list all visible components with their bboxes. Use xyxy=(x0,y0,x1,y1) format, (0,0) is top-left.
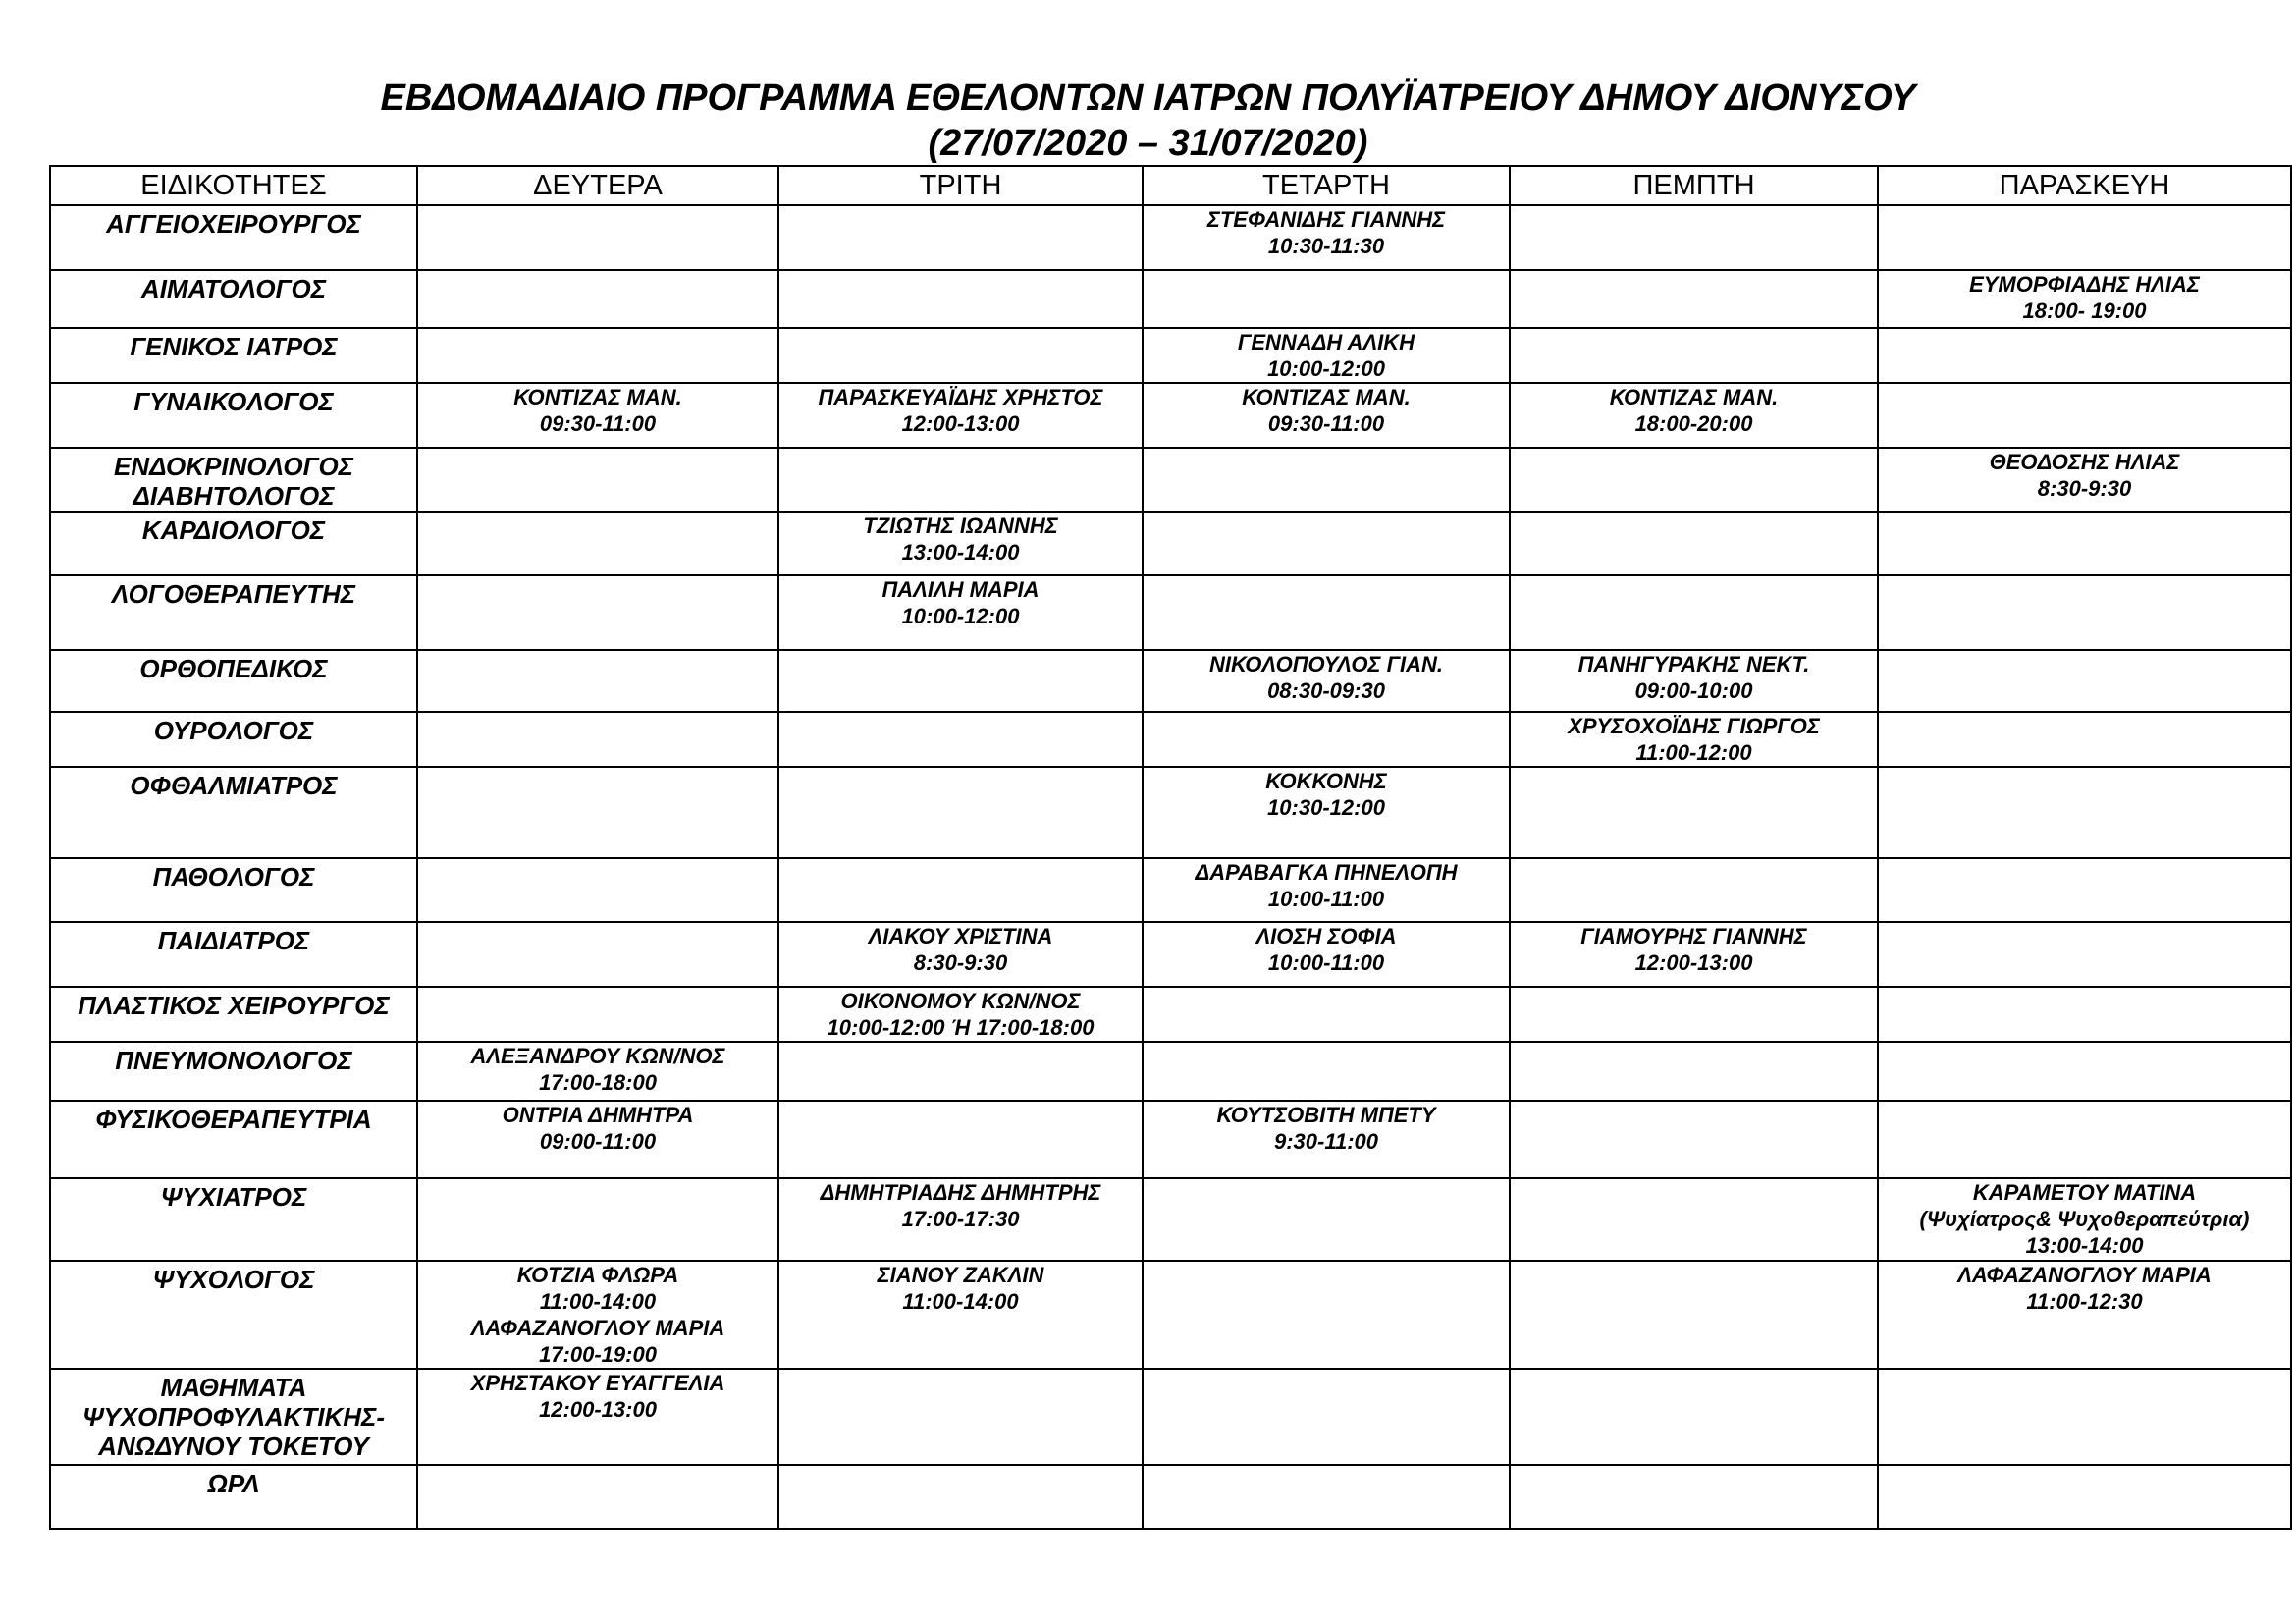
specialty-label: ΓΥΝΑΙΚΟΛΟΓΟΣ xyxy=(133,387,334,416)
schedule-cell-wednesday xyxy=(1143,922,1510,987)
schedule-entry-line: 11:00-14:00 xyxy=(902,1289,1019,1314)
schedule-cell-tuesday xyxy=(778,922,1143,987)
schedule-entry-line: 8:30-9:30 xyxy=(2037,476,2132,501)
specialty-label: ΓΕΝΙΚΟΣ ΙΑΤΡΟΣ xyxy=(130,332,338,361)
specialty-cell xyxy=(50,987,417,1042)
specialty-label: ΔΙΑΒΗΤΟΛΟΓΟΣ xyxy=(133,481,335,511)
table-row xyxy=(50,270,2291,328)
schedule-cell-thursday xyxy=(1510,1178,1878,1261)
schedule-cell-wednesday xyxy=(1143,650,1510,712)
schedule-cell-friday xyxy=(1878,922,2291,987)
table-row xyxy=(50,205,2291,270)
table-row xyxy=(50,1369,2291,1465)
specialty-cell xyxy=(50,512,417,575)
specialty-label: ΨΥΧΙΑΤΡΟΣ xyxy=(160,1182,307,1212)
schedule-cell-friday xyxy=(1878,1042,2291,1101)
schedule-entry-line: 13:00-14:00 xyxy=(2025,1233,2144,1258)
schedule-cell-friday xyxy=(1878,512,2291,575)
schedule-cell-thursday xyxy=(1510,650,1878,712)
schedule-cell-wednesday xyxy=(1143,575,1510,650)
schedule-cell-tuesday xyxy=(778,205,1143,270)
specialty-cell xyxy=(50,383,417,448)
schedule-entry-line: ΣΙΑΝΟΥ ΖΑΚΛΙΝ xyxy=(877,1263,1044,1287)
schedule-entry-line: 09:30-11:00 xyxy=(539,411,657,436)
schedule-cell-tuesday xyxy=(778,1101,1143,1178)
specialty-label: ΕΝΔΟΚΡΙΝΟΛΟΓΟΣ xyxy=(113,452,354,481)
schedule-cell-monday xyxy=(417,1101,778,1178)
schedule-cell-thursday xyxy=(1510,922,1878,987)
schedule-cell-wednesday xyxy=(1143,712,1510,767)
schedule-cell-tuesday xyxy=(778,1042,1143,1101)
schedule-cell-monday xyxy=(417,383,778,448)
schedule-cell-tuesday xyxy=(778,1465,1143,1529)
schedule-cell-monday xyxy=(417,712,778,767)
table-row xyxy=(50,767,2291,858)
specialty-cell xyxy=(50,575,417,650)
schedule-cell-monday xyxy=(417,1465,778,1529)
schedule-cell-thursday xyxy=(1510,1465,1878,1529)
schedule-cell-monday xyxy=(417,1178,778,1261)
specialty-cell xyxy=(50,767,417,858)
schedule-entry-line: 10:00-11:00 xyxy=(1267,887,1385,911)
schedule-cell-wednesday xyxy=(1143,448,1510,512)
schedule-cell-tuesday xyxy=(778,448,1143,512)
schedule-cell-monday xyxy=(417,448,778,512)
schedule-cell-wednesday xyxy=(1143,328,1510,383)
schedule-entry-line: ΝΙΚΟΛΟΠΟΥΛΟΣ ΓΙΑΝ. xyxy=(1208,652,1444,677)
schedule-cell-tuesday xyxy=(778,575,1143,650)
schedule-cell-monday xyxy=(417,270,778,328)
schedule-entry-line: (Ψυχίατρος& Ψυχοθεραπεύτρια) xyxy=(1919,1207,2250,1231)
specialty-label: ΦΥΣΙΚΟΘΕΡΑΠΕΥΤΡΙΑ xyxy=(95,1105,372,1134)
schedule-entry-line: ΚΟΤΖΙΑ ΦΛΩΡΑ xyxy=(516,1263,679,1287)
schedule-entry-line: ΠΑΛΙΛΗ ΜΑΡΙΑ xyxy=(881,577,1040,602)
specialty-cell xyxy=(50,858,417,922)
schedule-cell-tuesday xyxy=(778,1178,1143,1261)
schedule-entry-line: ΛΑΦΑΖΑΝΟΓΛΟΥ ΜΑΡΙΑ xyxy=(470,1316,725,1340)
specialty-cell xyxy=(50,922,417,987)
schedule-cell-wednesday xyxy=(1143,270,1510,328)
specialty-cell xyxy=(50,1261,417,1369)
schedule-cell-tuesday xyxy=(778,767,1143,858)
table-row xyxy=(50,575,2291,650)
schedule-entry-line: 18:00- 19:00 xyxy=(2022,298,2147,323)
schedule-cell-friday xyxy=(1878,448,2291,512)
specialty-cell xyxy=(50,1042,417,1101)
schedule-entry-line: ΚΟΝΤΙΖΑΣ ΜΑΝ. xyxy=(1609,385,1779,409)
schedule-entry-line: ΚΟΝΤΙΖΑΣ ΜΑΝ. xyxy=(1242,385,1411,409)
schedule-cell-wednesday xyxy=(1143,1465,1510,1529)
schedule-cell-friday xyxy=(1878,270,2291,328)
schedule-cell-friday xyxy=(1878,575,2291,650)
table-row xyxy=(50,448,2291,512)
schedule-cell-friday xyxy=(1878,1101,2291,1178)
schedule-cell-friday xyxy=(1878,205,2291,270)
schedule-entry-line: 17:00-17:30 xyxy=(901,1207,1020,1231)
specialty-label: ΠΝΕΥΜΟΝΟΛΟΓΟΣ xyxy=(115,1046,352,1075)
schedule-cell-tuesday xyxy=(778,512,1143,575)
specialty-label: ΠΑΘΟΛΟΓΟΣ xyxy=(152,862,315,892)
schedule-cell-thursday xyxy=(1510,1369,1878,1465)
schedule-cell-monday xyxy=(417,767,778,858)
schedule-cell-thursday xyxy=(1510,987,1878,1042)
schedule-entry-line: 09:30-11:00 xyxy=(1267,411,1385,436)
schedule-cell-monday xyxy=(417,575,778,650)
schedule-cell-tuesday xyxy=(778,712,1143,767)
schedule-entry-line: 13:00-14:00 xyxy=(901,540,1020,565)
schedule-entry-line: ΑΛΕΞΑΝΔΡΟΥ ΚΩΝ/ΝΟΣ xyxy=(470,1044,725,1068)
schedule-entry-line: 10:30-12:00 xyxy=(1267,795,1385,820)
schedule-cell-thursday xyxy=(1510,448,1878,512)
schedule-entry-line: ΟΙΚΟΝΟΜΟΥ ΚΩΝ/ΝΟΣ xyxy=(840,989,1081,1013)
table-row xyxy=(50,1261,2291,1369)
schedule-entry-line: ΠΑΡΑΣΚΕΥΑΪΔΗΣ ΧΡΗΣΤΟΣ xyxy=(818,385,1103,409)
schedule-entry-line: ΓΙΑΜΟΥΡΗΣ ΓΙΑΝΝΗΣ xyxy=(1580,924,1807,948)
schedule-cell-wednesday xyxy=(1143,383,1510,448)
schedule-cell-wednesday xyxy=(1143,858,1510,922)
schedule-entry-line: 11:00-14:00 xyxy=(539,1289,657,1314)
schedule-cell-monday xyxy=(417,858,778,922)
specialty-cell xyxy=(50,650,417,712)
schedule-table xyxy=(49,165,2292,1530)
schedule-cell-wednesday xyxy=(1143,1261,1510,1369)
schedule-cell-monday xyxy=(417,1042,778,1101)
schedule-cell-monday xyxy=(417,987,778,1042)
schedule-cell-thursday xyxy=(1510,205,1878,270)
schedule-entry-line: ΚΟΥΤΣΟΒΙΤΗ ΜΠΕΤΥ xyxy=(1216,1103,1436,1127)
specialty-label: ΩΡΛ xyxy=(207,1469,260,1498)
schedule-entry-line: 9:30-11:00 xyxy=(1274,1129,1378,1154)
schedule-cell-wednesday xyxy=(1143,205,1510,270)
specialty-label: ΠΑΙΔΙΑΤΡΟΣ xyxy=(157,926,310,955)
schedule-cell-wednesday xyxy=(1143,1101,1510,1178)
specialty-cell xyxy=(50,1465,417,1529)
schedule-entry-line: 10:30-11:30 xyxy=(1267,234,1385,258)
specialty-cell xyxy=(50,1369,417,1465)
schedule-entry-line: ΟΝΤΡΙΑ ΔΗΜΗΤΡΑ xyxy=(502,1103,694,1127)
table-row xyxy=(50,512,2291,575)
table-row xyxy=(50,922,2291,987)
schedule-cell-wednesday xyxy=(1143,1178,1510,1261)
schedule-entry-line: ΔΗΜΗΤΡΙΑΔΗΣ ΔΗΜΗΤΡΗΣ xyxy=(820,1180,1101,1205)
specialty-label: ΑΓΓΕΙΟΧΕΙΡΟΥΡΓΟΣ xyxy=(106,209,361,239)
specialty-label: ΚΑΡΔΙΟΛΟΓΟΣ xyxy=(141,515,326,545)
schedule-cell-thursday xyxy=(1510,1261,1878,1369)
schedule-cell-tuesday xyxy=(778,1261,1143,1369)
schedule-entry-line: ΠΑΝΗΓΥΡΑΚΗΣ ΝΕΚΤ. xyxy=(1577,652,1810,677)
schedule-cell-friday xyxy=(1878,1465,2291,1529)
schedule-cell-wednesday xyxy=(1143,767,1510,858)
table-row xyxy=(50,383,2291,448)
specialty-cell xyxy=(50,270,417,328)
schedule-entry-line: 17:00-18:00 xyxy=(539,1070,657,1095)
schedule-cell-thursday xyxy=(1510,383,1878,448)
schedule-cell-friday xyxy=(1878,1178,2291,1261)
schedule-entry-line: 08:30-09:30 xyxy=(1267,678,1385,703)
schedule-entry-line: 10:00-12:00 xyxy=(901,604,1020,628)
schedule-cell-tuesday xyxy=(778,987,1143,1042)
schedule-cell-friday xyxy=(1878,712,2291,767)
schedule-cell-monday xyxy=(417,512,778,575)
column-header-specialties: ΕΙΔΙΚΟΤΗΤΕΣ xyxy=(50,166,417,205)
schedule-entry-line: 12:00-13:00 xyxy=(901,411,1020,436)
schedule-entry-line: 11:00-12:30 xyxy=(2026,1289,2143,1314)
schedule-cell-thursday xyxy=(1510,1042,1878,1101)
table-row xyxy=(50,1042,2291,1101)
schedule-entry-line: ΧΡΗΣΤΑΚΟΥ ΕΥΑΓΓΕΛΙΑ xyxy=(470,1371,725,1395)
schedule-entry-line: ΛΙΟΣΗ ΣΟΦΙΑ xyxy=(1255,924,1397,948)
specialty-cell xyxy=(50,1178,417,1261)
schedule-entry-line: 10:00-12:00 xyxy=(1267,356,1385,381)
schedule-cell-wednesday xyxy=(1143,1042,1510,1101)
specialty-label: ΟΡΘΟΠΕΔΙΚΟΣ xyxy=(139,654,328,683)
schedule-cell-monday xyxy=(417,650,778,712)
specialty-label: ΟΦΘΑΛΜΙΑΤΡΟΣ xyxy=(130,771,338,800)
schedule-cell-thursday xyxy=(1510,328,1878,383)
table-row xyxy=(50,712,2291,767)
specialty-cell xyxy=(50,328,417,383)
table-row xyxy=(50,328,2291,383)
schedule-entry-line: ΕΥΜΟΡΦΙΑΔΗΣ ΗΛΙΑΣ xyxy=(1969,272,2200,297)
schedule-entry-line: ΓΕΝΝΑΔΗ ΑΛΙΚΗ xyxy=(1237,330,1415,354)
specialty-label: ΜΑΘΗΜΑΤΑ xyxy=(160,1373,307,1402)
schedule-entry-line: ΚΑΡΑΜΕΤΟΥ ΜΑΤΙΝΑ xyxy=(1972,1180,2197,1205)
column-header-monday: ΔΕΥΤΕΡΑ xyxy=(417,166,778,205)
schedule-entry-line: 8:30-9:30 xyxy=(913,950,1008,975)
specialty-cell xyxy=(50,448,417,512)
schedule-cell-wednesday xyxy=(1143,1369,1510,1465)
table-row xyxy=(50,987,2291,1042)
schedule-cell-friday xyxy=(1878,1261,2291,1369)
schedule-cell-wednesday xyxy=(1143,987,1510,1042)
schedule-cell-friday xyxy=(1878,328,2291,383)
schedule-cell-thursday xyxy=(1510,575,1878,650)
schedule-cell-thursday xyxy=(1510,767,1878,858)
schedule-entry-line: ΚΟΚΚΟΝΗΣ xyxy=(1265,769,1387,793)
schedule-cell-friday xyxy=(1878,1369,2291,1465)
schedule-cell-monday xyxy=(417,1369,778,1465)
schedule-cell-monday xyxy=(417,1261,778,1369)
page-title: ΕΒΔΟΜΑΔΙΑΙΟ ΠΡΟΓΡΑΜΜΑ ΕΘΕΛΟΝΤΩΝ ΙΑΤΡΩΝ ΠΟΛΥΪΑΤΡΕΙΟΥ ΔΗΜΟΥ ΔΙΟΝΥΣΟΥ xyxy=(380,78,1916,119)
schedule-cell-friday xyxy=(1878,383,2291,448)
schedule-cell-friday xyxy=(1878,767,2291,858)
schedule-entry-line: ΛΙΑΚΟΥ ΧΡΙΣΤΙΝΑ xyxy=(868,924,1053,948)
specialty-label: ΠΛΑΣΤΙΚΟΣ ΧΕΙΡΟΥΡΓΟΣ xyxy=(78,991,390,1020)
schedule-cell-friday xyxy=(1878,987,2291,1042)
schedule-cell-thursday xyxy=(1510,270,1878,328)
column-header-friday: ΠΑΡΑΣΚΕΥΗ xyxy=(1878,166,2291,205)
specialty-label: ΛΟΓΟΘΕΡΑΠΕΥΤΗΣ xyxy=(111,579,356,609)
table-row xyxy=(50,1101,2291,1178)
schedule-cell-tuesday xyxy=(778,858,1143,922)
specialty-cell xyxy=(50,712,417,767)
schedule-entry-line: 10:00-12:00 Ή 17:00-18:00 xyxy=(827,1015,1095,1040)
schedule-cell-monday xyxy=(417,328,778,383)
date-range: (27/07/2020 – 31/07/2020) xyxy=(928,123,1368,164)
schedule-entry-line: ΚΟΝΤΙΖΑΣ ΜΑΝ. xyxy=(513,385,682,409)
schedule-entry-line: ΧΡΥΣΟΧΟΪΔΗΣ ΓΙΩΡΓΟΣ xyxy=(1568,714,1820,738)
schedule-cell-monday xyxy=(417,205,778,270)
specialty-cell xyxy=(50,205,417,270)
table-row xyxy=(50,650,2291,712)
table-row xyxy=(50,858,2291,922)
schedule-entry-line: 11:00-12:00 xyxy=(1635,740,1752,765)
schedule-cell-tuesday xyxy=(778,328,1143,383)
schedule-entry-line: 12:00-13:00 xyxy=(539,1397,657,1422)
schedule-cell-thursday xyxy=(1510,712,1878,767)
schedule-cell-friday xyxy=(1878,650,2291,712)
column-header-thursday: ΠΕΜΠΤΗ xyxy=(1510,166,1878,205)
schedule-entry-line: 10:00-11:00 xyxy=(1267,950,1385,975)
table-row xyxy=(50,1465,2291,1529)
schedule-entry-line: ΘΕΟΔΟΣΗΣ ΗΛΙΑΣ xyxy=(1989,450,2180,474)
schedule-cell-wednesday xyxy=(1143,512,1510,575)
header-row xyxy=(50,166,2291,205)
specialty-label: ΑΝΩΔΥΝΟΥ ΤΟΚΕΤΟΥ xyxy=(98,1432,369,1461)
specialty-label: ΟΥΡΟΛΟΓΟΣ xyxy=(153,716,314,745)
specialty-label: ΨΥΧΟΠΡΟΦΥΛΑΚΤΙΚΗΣ- xyxy=(81,1402,386,1432)
schedule-cell-tuesday xyxy=(778,270,1143,328)
schedule-entry-line: 17:00-19:00 xyxy=(539,1342,657,1367)
specialty-label: ΑΙΜΑΤΟΛΟΓΟΣ xyxy=(140,274,327,303)
schedule-cell-thursday xyxy=(1510,858,1878,922)
specialty-cell xyxy=(50,1101,417,1178)
column-header-tuesday: ΤΡΙΤΗ xyxy=(778,166,1143,205)
schedule-entry-line: ΔΑΡΑΒΑΓΚΑ ΠΗΝΕΛΟΠΗ xyxy=(1195,860,1458,885)
schedule-entry-line: 18:00-20:00 xyxy=(1634,411,1753,436)
column-header-wednesday: ΤΕΤΑΡΤΗ xyxy=(1143,166,1510,205)
schedule-cell-tuesday xyxy=(778,650,1143,712)
schedule-entry-line: 09:00-10:00 xyxy=(1634,678,1753,703)
specialty-label: ΨΥΧΟΛΟΓΟΣ xyxy=(152,1265,315,1294)
schedule-cell-tuesday xyxy=(778,383,1143,448)
schedule-cell-monday xyxy=(417,922,778,987)
schedule-entry-line: ΛΑΦΑΖΑΝΟΓΛΟΥ ΜΑΡΙΑ xyxy=(1957,1263,2212,1287)
schedule-cell-friday xyxy=(1878,858,2291,922)
schedule-cell-thursday xyxy=(1510,1101,1878,1178)
schedule-entry-line: 09:00-11:00 xyxy=(539,1129,657,1154)
schedule-entry-line: ΤΖΙΩΤΗΣ ΙΩΑΝΝΗΣ xyxy=(863,514,1058,538)
table-row xyxy=(50,1178,2291,1261)
schedule-entry-line: 12:00-13:00 xyxy=(1634,950,1753,975)
schedule-cell-thursday xyxy=(1510,512,1878,575)
schedule-cell-tuesday xyxy=(778,1369,1143,1465)
schedule-entry-line: ΣΤΕΦΑΝΙΔΗΣ ΓΙΑΝΝΗΣ xyxy=(1206,207,1446,232)
